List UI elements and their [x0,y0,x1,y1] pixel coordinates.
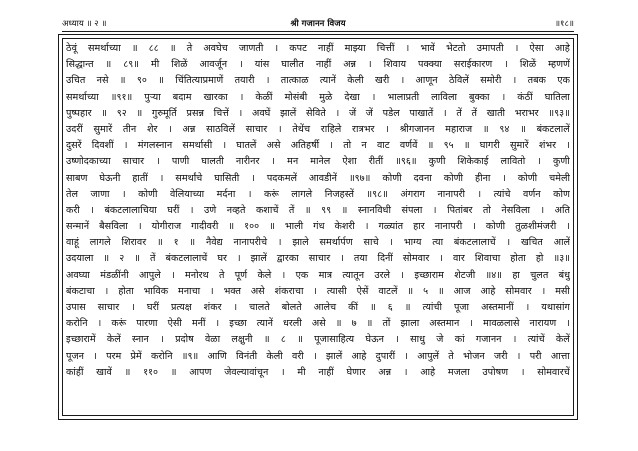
verse-line: उदरीं सुमारें तीन शेर । अन्न साठविलें साचार । तेथेंच राहिले रात्रभर । श्रीगजानन महाराज ॥ ९४ ॥ बंकटलालें [66,123,570,135]
verse-line: उदयाला ॥ २ ॥ तें बंकटलालाचें घर । झालें द्वारका साचार । तया दिनीं सोमवार । वार शिवाचा होता हो ॥३॥ [66,253,570,265]
verse-line: बंकटाचा । होता भाविक मनाचा । भक्त असे शंकराचा । त्यासी ऐसें वाटलें ॥ ५ ॥ आज आहे सोमवार । मसी [66,285,570,297]
verse-line: साबण घेऊनी हातीं । समर्थांचे घासिती । पदकमलें आवडीनें ॥९७॥ कोणी दवना कोणी हीना । कोणी चमेली [66,172,570,184]
verse-line: करोनि । करूं पारणा ऐसी मनीं । इच्छा त्यानें धरली असे ॥ ७ ॥ तों झाला अस्तमान । मावळलासे नारायण । [66,318,570,330]
page-number: ॥१८॥ [554,19,574,29]
verse-line: पुष्पहार ॥ ९२ ॥ गुरुमूर्ति प्रसन्न चित्तें । अवघें झालें सेविते । जें जें पडेल पाखातें । तें तें खाती भराभर ॥९३॥ [66,107,570,119]
verse-line: इच्छारामें केलें स्नान । प्रदोष वेळा लक्षुनी ॥ ८ ॥ पूजासाहित्य घेऊन । साधु जे कां गजानन । त्यांचें केलें [66,334,570,346]
verse-line: ठेवूं समर्थाच्या ॥ ८८ ॥ ते अवघेच जाणती । कपट नाहीं माझ्या चित्तीं । भावें भेटतो उमापती । ऐसा आहे [66,43,570,54]
page-header [62,16,574,32]
verse-line: तेल जाणा । कोणी वेलियाच्या मर्दना । करूं लागले निजहस्तें ॥९८॥ अंगराग नानापरी । त्यांचे वर्णन कोण [66,188,570,200]
verse-line: सिद्धान्त ॥ ८९॥ मी शिळें आवर्जून । यांस घालीत नाहीं अन्न । शिवाय पक्क्या सराईकारण । शिळें म्हणणें [66,59,570,71]
verse-text-block [66,41,570,381]
verse-line: समर्थाच्या ॥९१॥ पुऱ्या बदाम खारका । केळीं मोसंबी मुळे देखा । भालाप्रती लाविला बुक्का । कंठीं घातिला [66,91,570,103]
verse-line: सन्मानें बैसविला । योगीराज गादीवरी ॥ १०० ॥ भाली गंध केशरी । गळ्यांत हार नानापरी । कोणी तुळशीमंजरी । [66,221,570,233]
book-title: श्री गजानन विजय [290,19,346,29]
verse-line: दुसरें दिवशीं । मंगलस्नान समर्थासी । घातलें असे अतिहर्षी । तो न वाट वर्णवें ॥ ९५ ॥ घागरी सुमारें शंभर । [66,140,570,152]
verse-line: कांहीं खावें ॥ ११० ॥ आपण जेवल्यावांचून । मी नाहीं घेणार अन्न । आहे मजला उपोषण । सोमवारचें [66,366,570,378]
verse-line: उपास साचार । घरीं प्रत्यक्ष शंकर । चालते बोलते आलेच कीं ॥ ६ ॥ त्यांची पूजा अस्तमानीं । यथासांग [66,302,570,313]
verse-line: उचित नसे ॥ ९० ॥ चिंतित्याप्रमाणें तयारी । तात्काळ त्यानें केली खरी । आणून ठेविलें समोरी । तबक एक [66,75,570,87]
verse-line: वाहूं लागले शिरावर ॥ १ ॥ नैवेद्य नानापरीचे । झाले समर्थार्पण साचे । भाग्य त्या बंकटलालाचें । खचित आलें [66,237,570,249]
verse-line: पूजन । परम प्रेमें करोनि ॥९॥ आणि विनंती केली वरी । झालें आहे दुपारीं । आपुलें ते भोजन जरी । परी आत्ता [66,350,570,362]
verse-line: करी । बंकटलालाचिया घरीं । उणे नव्हते कशाचें तें ॥ ९९ ॥ स्नानविधी संपला । पितांबर तो नेसविला । अति [66,204,570,216]
header-rule [62,31,574,32]
chapter-number: अध्याय ॥ २ ॥ [62,19,107,29]
verse-line: अवघ्या मंडळींनी आपुले । मनोरथ ते पूर्ण केले । एक मात्र त्यातून उरले । इच्छाराम शेटजी ॥४॥ हा चुलत बंधु [66,269,570,281]
verse-line: उष्णोदकाच्या साचार । पाणी घालती नारीनर । मन मानेल ऐशा रीतीं ॥९६॥ कुणी शिकेकाई लावितो । कुणी [66,156,570,168]
